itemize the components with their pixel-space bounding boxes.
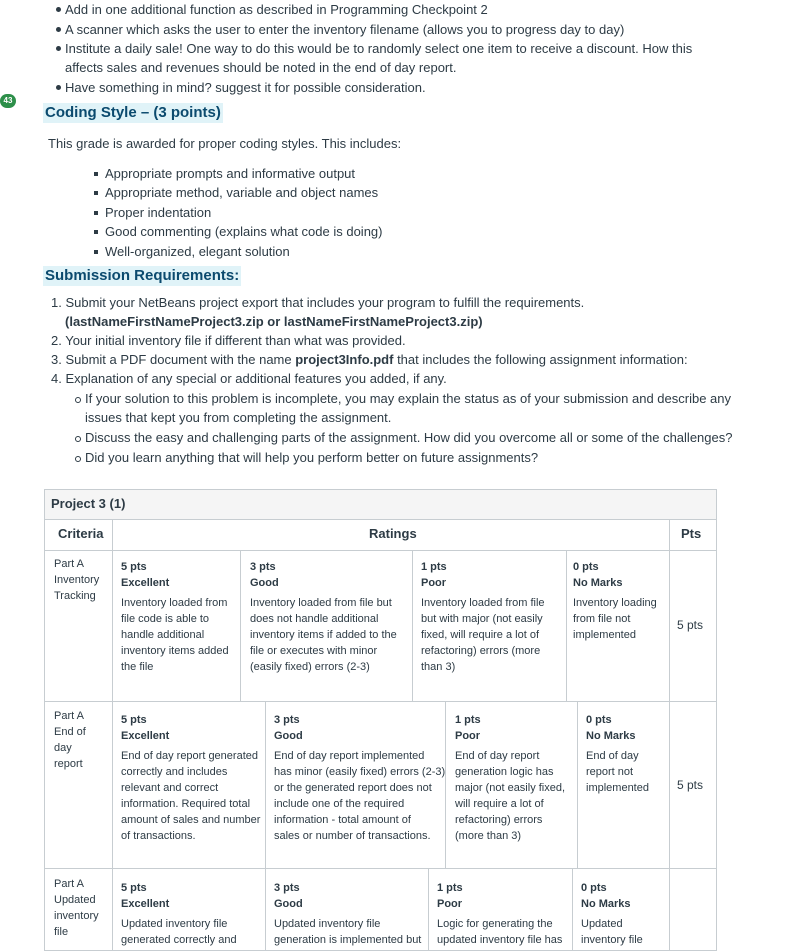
rating-title: Poor (421, 577, 447, 589)
rating-desc: Updated inventory file (121, 918, 228, 930)
rating-desc: End of day report generated (121, 750, 258, 762)
rating-desc: inventory items added (121, 645, 229, 657)
criteria-line: End of (54, 726, 86, 738)
intro-bullet-3: Institute a daily sale! One way to do this would be to randomly select one item to receive a discount. How this (65, 41, 693, 56)
criteria-line: Part A (54, 710, 84, 722)
submission-sub-1-cont: issues that kept you from completing the assignment. (85, 410, 392, 425)
criteria-row-3 (54, 876, 99, 940)
submission-sub-1: If your solution to this problem is incomplete, you may explain the status as of your submission and describe any (85, 391, 731, 406)
rating-title: No Marks (581, 898, 631, 910)
submission-sub-2: Discuss the easy and challenging parts of the assignment. How did you overcome all or some of the challenges? (85, 430, 733, 445)
rating-desc: End of day report (455, 750, 540, 762)
rating-desc: information. Required total (121, 798, 251, 810)
divider (112, 519, 113, 950)
rating-desc: handle additional (121, 629, 205, 641)
rating-desc: End of day (586, 750, 639, 762)
rating-cell (421, 559, 545, 675)
rating-desc: implemented (573, 629, 636, 641)
rating-title: Excellent (121, 577, 170, 589)
submission-item-3 (51, 350, 688, 369)
rating-title: Good (274, 730, 303, 742)
rating-pts: 5 pts (121, 882, 147, 894)
submission-item-3-post: that includes the following assignment information: (393, 352, 688, 367)
rating-cell (455, 712, 565, 844)
criteria-line: report (54, 758, 83, 770)
criteria-line: Part A (54, 878, 84, 890)
submission-sub-3: Did you learn anything that will help you perform better on future assignments? (85, 450, 539, 465)
divider (45, 868, 716, 869)
criteria-line: day (54, 742, 72, 754)
col-header-ratings: Ratings (369, 526, 417, 541)
criteria-line: Tracking (54, 590, 96, 602)
rubric-table (44, 489, 717, 951)
rating-title: Good (274, 898, 303, 910)
divider (265, 701, 266, 868)
square-bullet-icon (94, 172, 98, 176)
divider (240, 550, 241, 701)
rating-desc: report not (586, 766, 634, 778)
rating-pts: 3 pts (274, 714, 300, 726)
criteria-line: Part A (54, 558, 84, 570)
row-pts: 5 pts (677, 618, 704, 632)
divider (265, 868, 266, 950)
rating-desc: include one of the required (274, 798, 405, 810)
rating-desc: relevant and correct (121, 782, 219, 794)
rating-desc: but with major (not easily (421, 613, 543, 625)
rating-cell (274, 712, 445, 844)
submission-item-3-pre: 3. Submit a PDF document with the name (51, 352, 296, 367)
rating-desc: fixed, will require a lot of (421, 629, 539, 641)
divider (412, 550, 413, 701)
rating-pts: 5 pts (121, 714, 147, 726)
rating-pts: 3 pts (250, 561, 276, 573)
rating-desc: Logic for generating the (437, 918, 553, 930)
bullet-icon (56, 46, 61, 51)
rating-desc: Updated (581, 918, 623, 930)
row-pts: 5 pts (677, 778, 704, 792)
rating-cell (121, 559, 229, 675)
submission-item-1-files: (lastNameFirstNameProject3.zip or lastNameFirstNameProject3.zip) (65, 314, 483, 329)
criteria-line: inventory (54, 910, 99, 922)
rating-desc: sales or number of transactions. (274, 830, 431, 842)
rating-pts: 5 pts (121, 561, 147, 573)
divider (572, 868, 573, 950)
rating-desc: does not handle additional (250, 613, 379, 625)
divider (577, 701, 578, 868)
coding-style-item-4: Good commenting (explains what code is doing) (105, 224, 383, 239)
rating-cell (274, 880, 421, 948)
rating-desc: amount of sales and number (121, 814, 261, 826)
submission-item-3-filename: project3Info.pdf (295, 352, 394, 367)
intro-bullet-2: A scanner which asks the user to enter the inventory filename (allows you to progress day to day) (65, 22, 625, 37)
rating-desc: inventory file (581, 934, 643, 946)
submission-heading: Submission Requirements: (45, 267, 240, 284)
rating-pts: 0 pts (586, 714, 612, 726)
circle-bullet-icon (75, 436, 81, 442)
rating-desc: information - total amount of (274, 814, 411, 826)
rating-desc: will require a lot of (455, 798, 544, 810)
divider (45, 550, 716, 551)
rating-pts: 3 pts (274, 882, 300, 894)
rating-desc: correctly and includes (121, 766, 228, 778)
divider (669, 519, 670, 950)
rating-desc: Inventory loaded from file (421, 597, 545, 609)
rating-cell (586, 712, 649, 796)
rating-desc: (easily fixed) errors (2-3) (250, 661, 370, 673)
divider (566, 550, 567, 701)
rating-cell (437, 880, 562, 948)
intro-bullet-1: Add in one additional function as described in Programming Checkpoint 2 (65, 2, 488, 17)
submission-item-2: 2. Your initial inventory file if different than what was provided. (51, 333, 406, 348)
bullet-icon (56, 27, 61, 32)
rating-desc: Updated inventory file (274, 918, 381, 930)
col-header-pts: Pts (681, 526, 702, 541)
coding-style-item-5: Well-organized, elegant solution (105, 244, 290, 259)
rating-desc: major (not easily fixed, (455, 782, 566, 794)
rating-title: Excellent (121, 898, 170, 910)
circle-bullet-icon (75, 456, 81, 462)
rubric-title: Project 3 (1) (51, 496, 126, 511)
rating-desc: implemented (586, 782, 649, 794)
coding-style-item-2: Appropriate method, variable and object names (105, 185, 379, 200)
criteria-row-2 (54, 708, 86, 772)
rating-cell (573, 559, 657, 643)
rating-title: Excellent (121, 730, 170, 742)
rating-desc: from file not (573, 613, 631, 625)
criteria-row-1 (54, 556, 99, 604)
rating-desc: generation is implemented but (274, 934, 422, 946)
coding-style-intro: This grade is awarded for proper coding styles. This includes: (48, 136, 402, 151)
rating-desc: Inventory loaded from file but (250, 597, 392, 609)
intro-bullet-3-cont: affects sales and revenues should be noted in the end of day report. (65, 60, 457, 75)
square-bullet-icon (94, 230, 98, 234)
submission-item-4: 4. Explanation of any special or additional features you added, if any. (51, 371, 447, 386)
rating-cell (121, 712, 260, 844)
rating-title: No Marks (586, 730, 636, 742)
page-number-badge: 43 (0, 94, 16, 108)
square-bullet-icon (94, 211, 98, 215)
circle-bullet-icon (75, 397, 81, 403)
coding-style-item-3: Proper indentation (105, 205, 212, 220)
criteria-line: Updated (54, 894, 96, 906)
rating-desc: Inventory loading (573, 597, 657, 609)
rating-desc: (more than 3) (455, 830, 522, 842)
col-header-criteria: Criteria (58, 526, 104, 541)
submission-item-1: 1. Submit your NetBeans project export that includes your program to fulfill the requirements. (51, 295, 585, 310)
rating-pts: 1 pts (421, 561, 447, 573)
rating-pts: 1 pts (437, 882, 463, 894)
divider (428, 868, 429, 950)
square-bullet-icon (94, 191, 98, 195)
rating-title: Poor (455, 730, 481, 742)
bullet-icon (56, 7, 61, 12)
rating-cell (121, 880, 237, 948)
criteria-line: Inventory (54, 574, 100, 586)
rating-title: Poor (437, 898, 463, 910)
rating-desc: End of day report implemented (274, 750, 425, 762)
coding-style-item-1: Appropriate prompts and informative output (105, 166, 356, 181)
rating-desc: generation logic has (455, 766, 554, 778)
rubric-title-bar (45, 490, 716, 520)
rating-pts: 0 pts (573, 561, 599, 573)
criteria-line: file (54, 926, 69, 938)
square-bullet-icon (94, 250, 98, 254)
coding-style-heading: Coding Style – (3 points) (45, 104, 221, 121)
rating-desc: the file (121, 661, 154, 673)
rating-title: No Marks (573, 577, 623, 589)
rating-pts: 1 pts (455, 714, 481, 726)
rating-desc: of transactions. (121, 830, 196, 842)
rating-desc: or the generated report does not (274, 782, 432, 794)
rating-desc: updated inventory file has (437, 934, 563, 946)
rating-desc: Inventory loaded from (121, 597, 228, 609)
rating-desc: refactoring) errors (more (421, 645, 541, 657)
rating-cell (250, 559, 397, 675)
rating-pts: 0 pts (581, 882, 607, 894)
rating-cell (581, 880, 643, 948)
rating-desc: inventory items if added to the (250, 629, 397, 641)
divider (45, 701, 716, 702)
rating-desc: generated correctly and (121, 934, 237, 946)
rating-desc: than 3) (421, 661, 456, 673)
rating-title: Good (250, 577, 279, 589)
rating-desc: file code is able to (121, 613, 210, 625)
bullet-icon (56, 85, 61, 90)
rating-desc: has minor (easily fixed) errors (2-3) (274, 766, 446, 778)
rating-desc: refactoring) errors (455, 814, 543, 826)
intro-bullet-4: Have something in mind? suggest it for possible consideration. (65, 80, 426, 95)
rating-desc: file or executes with minor (250, 645, 378, 657)
